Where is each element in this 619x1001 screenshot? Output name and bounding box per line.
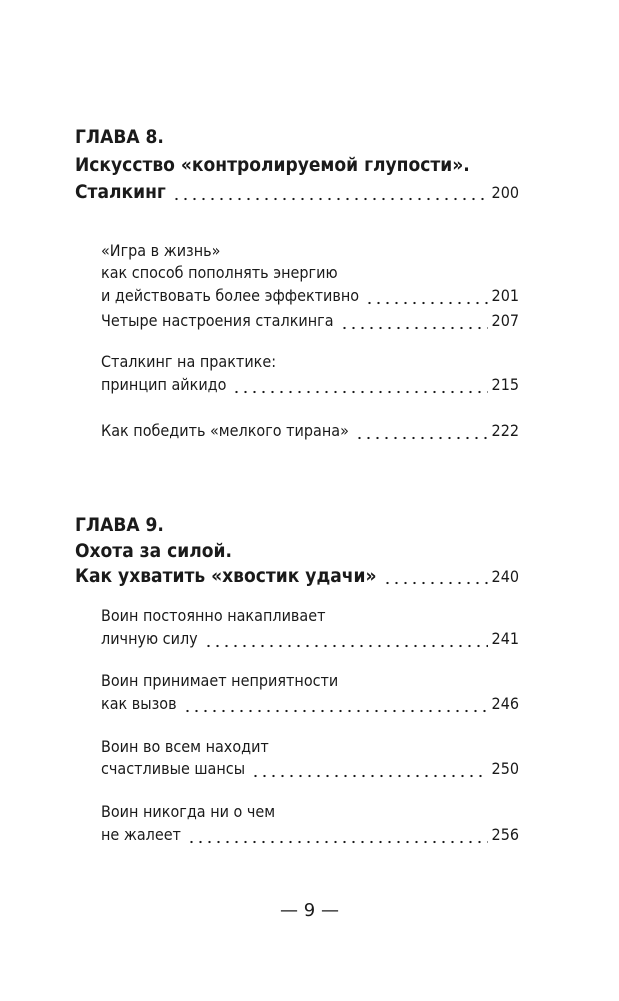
dot-leader <box>187 832 488 844</box>
dot-leader <box>232 382 487 394</box>
toc-entry-text: счастливые шансы <box>101 759 246 778</box>
chapter-9-heading: ГЛАВА 9. <box>75 514 164 536</box>
dot-leader <box>172 189 488 201</box>
dot-leader <box>251 766 487 778</box>
toc-entry-page-number: 256 <box>491 825 519 844</box>
toc-entry-text: Как победить «мелкого тирана» <box>101 421 349 440</box>
toc-entry-line: Воин никогда ни о чем <box>101 802 276 821</box>
dot-leader <box>383 573 488 585</box>
chapter-9-title-line-1: Охота за силой. <box>75 540 232 562</box>
toc-entry-line: «Игра в жизнь» <box>101 241 221 260</box>
chapter-8-title-text: Сталкинг <box>75 181 166 203</box>
toc-entry-page-number: 215 <box>491 375 519 394</box>
dot-leader <box>204 636 488 648</box>
toc-entry <box>101 756 519 782</box>
toc-entry <box>101 822 519 848</box>
page-number: — 9 — <box>280 900 339 921</box>
toc-entry-line: как способ пополнять энергию <box>101 263 338 282</box>
chapter-8-title-line-2 <box>75 179 519 205</box>
chapter-8-title-line-1: Искусство «контролируемой глупости». <box>75 154 470 176</box>
toc-entry-page-number: 222 <box>491 421 519 440</box>
dot-leader <box>355 428 488 440</box>
toc-entry-text: Четыре настроения сталкинга <box>101 311 334 330</box>
dot-leader <box>340 318 488 330</box>
toc-entry-line: Воин постоянно накапливает <box>101 606 326 625</box>
toc-entry <box>101 418 519 444</box>
dot-leader <box>183 701 488 713</box>
toc-entry-text: не жалеет <box>101 825 181 844</box>
toc-entry-line: Воин во всем находит <box>101 737 269 756</box>
toc-entry <box>101 372 519 398</box>
toc-entry <box>101 691 519 717</box>
chapter-9-page-number: 240 <box>491 567 519 586</box>
toc-entry-text: принцип айкидо <box>101 375 227 394</box>
toc-entry <box>101 308 519 334</box>
toc-entry-text: и действовать более эффективно <box>101 286 360 305</box>
dot-leader <box>365 293 487 305</box>
toc-entry-page-number: 250 <box>491 759 519 778</box>
toc-entry-line: Сталкинг на практике: <box>101 352 277 371</box>
toc-entry-text: как вызов <box>101 694 177 713</box>
toc-entry-page-number: 201 <box>491 286 519 305</box>
chapter-9-title-text: Как ухватить «хвостик удачи» <box>75 565 377 587</box>
chapter-9-title-line-2 <box>75 563 519 589</box>
toc-entry <box>101 283 519 309</box>
toc-entry-page-number: 207 <box>491 311 519 330</box>
toc-entry-line: Воин принимает неприятности <box>101 671 339 690</box>
toc-entry-text: личную силу <box>101 629 198 648</box>
toc-entry-page-number: 241 <box>491 629 519 648</box>
chapter-8-heading: ГЛАВА 8. <box>75 126 164 148</box>
toc-entry-page-number: 246 <box>491 694 519 713</box>
chapter-8-page-number: 200 <box>491 183 519 202</box>
toc-entry <box>101 626 519 652</box>
